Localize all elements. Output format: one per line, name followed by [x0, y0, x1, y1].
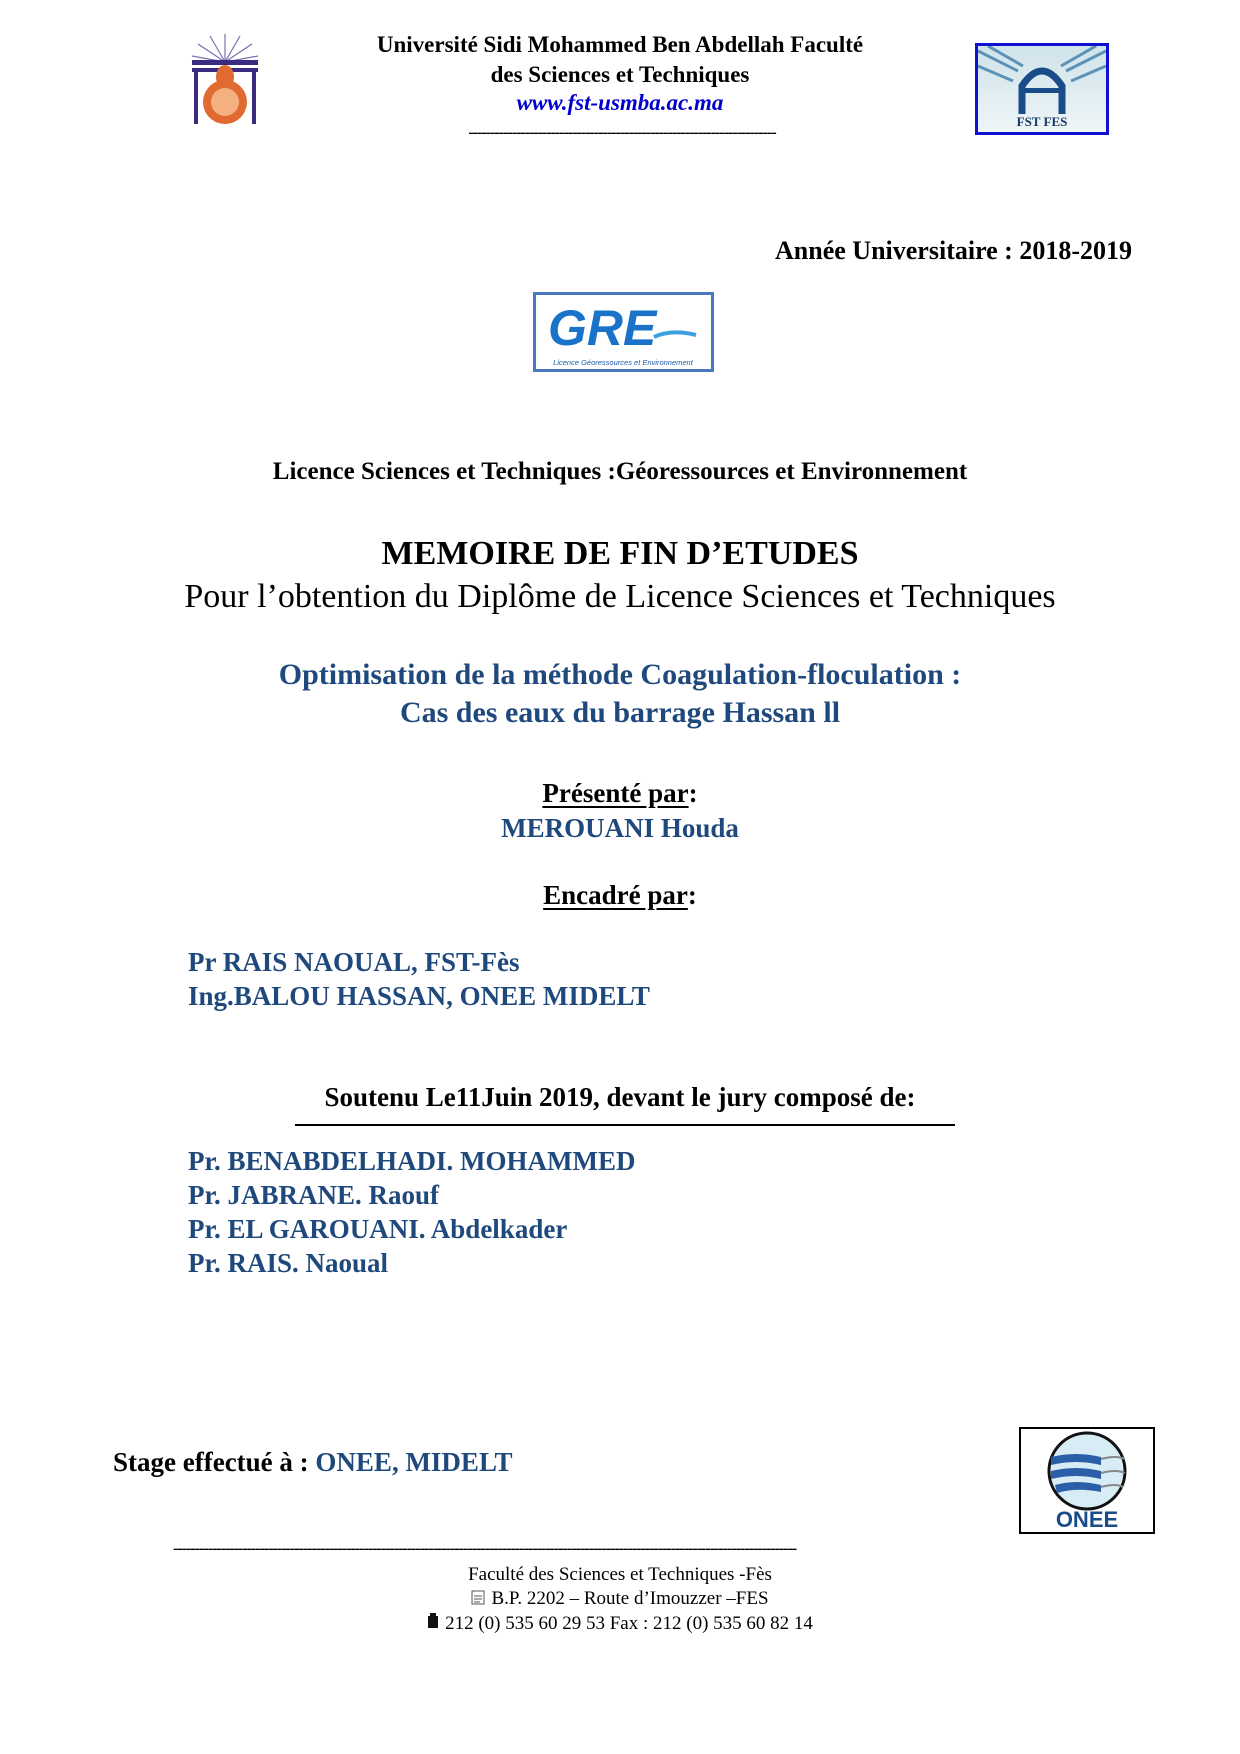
phone-icon [427, 1612, 439, 1636]
footer-separator: ------------------------------------------------------------------------------------------------------------------------------------------------ [173, 1540, 797, 1557]
jury-list [188, 1144, 636, 1280]
footer-postal: B.P. 2202 – Route d’Imouzzer –FES [0, 1587, 1240, 1612]
supervised-by-heading: Encadré par: [543, 880, 697, 910]
internship-place: ONEE, MIDELT [315, 1447, 513, 1477]
thesis-title-line1: Optimisation de la méthode Coagulation-floculation : [278, 658, 962, 691]
presented-by-label: Présenté par [542, 778, 689, 808]
internship-location [113, 1447, 512, 1478]
svg-text:ONEE: ONEE [1055, 1507, 1119, 1532]
program-name: Licence Sciences et Techniques :Géoressources et Environnement [272, 458, 968, 485]
jury-member: Pr. BENABDELHADI. MOHAMMED [188, 1146, 636, 1176]
university-name-line1: Université Sidi Mohammed Ben Abdellah Faculté [376, 32, 864, 57]
internship-label: Stage effectué à : [113, 1447, 316, 1477]
jury-member: Pr. RAIS. Naoual [188, 1248, 389, 1278]
supervisor-item: Pr RAIS NAOUAL, FST-Fès [188, 947, 520, 977]
degree-purpose: Pour l’obtention du Diplôme de Licence Sciences et Techniques [184, 578, 1056, 615]
svg-text:GRE: GRE [548, 300, 657, 356]
defense-statement: Soutenu Le11Juin 2019, devant le jury composé de: [324, 1082, 916, 1112]
footer-faculty: Faculté des Sciences et Techniques -Fès [468, 1564, 772, 1585]
footer-phone: 212 (0) 535 60 29 53 Fax : 212 (0) 535 60 82 14 [0, 1612, 1240, 1637]
academic-year: Année Universitaire : 2018-2019 [775, 236, 1132, 265]
author-name: MEROUANI Houda [501, 813, 739, 843]
fst-fes-logo-icon [975, 43, 1109, 135]
website-link[interactable]: www.fst-usmba.ac.ma [516, 90, 724, 115]
footer-address [0, 1563, 1240, 1636]
svg-text:Licence Géoressources et Envir: Licence Géoressources et Environnement [553, 358, 693, 367]
defense-underline [295, 1124, 955, 1126]
header-separator: ----------------------------------------------------------------------- [468, 124, 776, 141]
svg-text:FST FES: FST FES [1016, 114, 1068, 129]
supervisor-list [188, 945, 650, 1013]
jury-member: Pr. JABRANE. Raouf [188, 1180, 440, 1210]
jury-member: Pr. EL GAROUANI. Abdelkader [188, 1214, 568, 1244]
supervised-by-label: Encadré par [543, 880, 688, 910]
onee-logo-icon [1019, 1427, 1155, 1534]
gre-logo-icon [533, 292, 714, 372]
supervisor-item: Ing.BALOU HASSAN, ONEE MIDELT [188, 981, 650, 1011]
thesis-title [0, 656, 1240, 732]
mail-icon [471, 1588, 485, 1612]
university-name-line2: des Sciences et Techniques [490, 62, 750, 87]
presented-by-heading: Présenté par: [542, 778, 698, 808]
document-type: MEMOIRE DE FIN D’ETUDES [381, 535, 859, 572]
thesis-title-line2: Cas des eaux du barrage Hassan ll [399, 696, 841, 729]
